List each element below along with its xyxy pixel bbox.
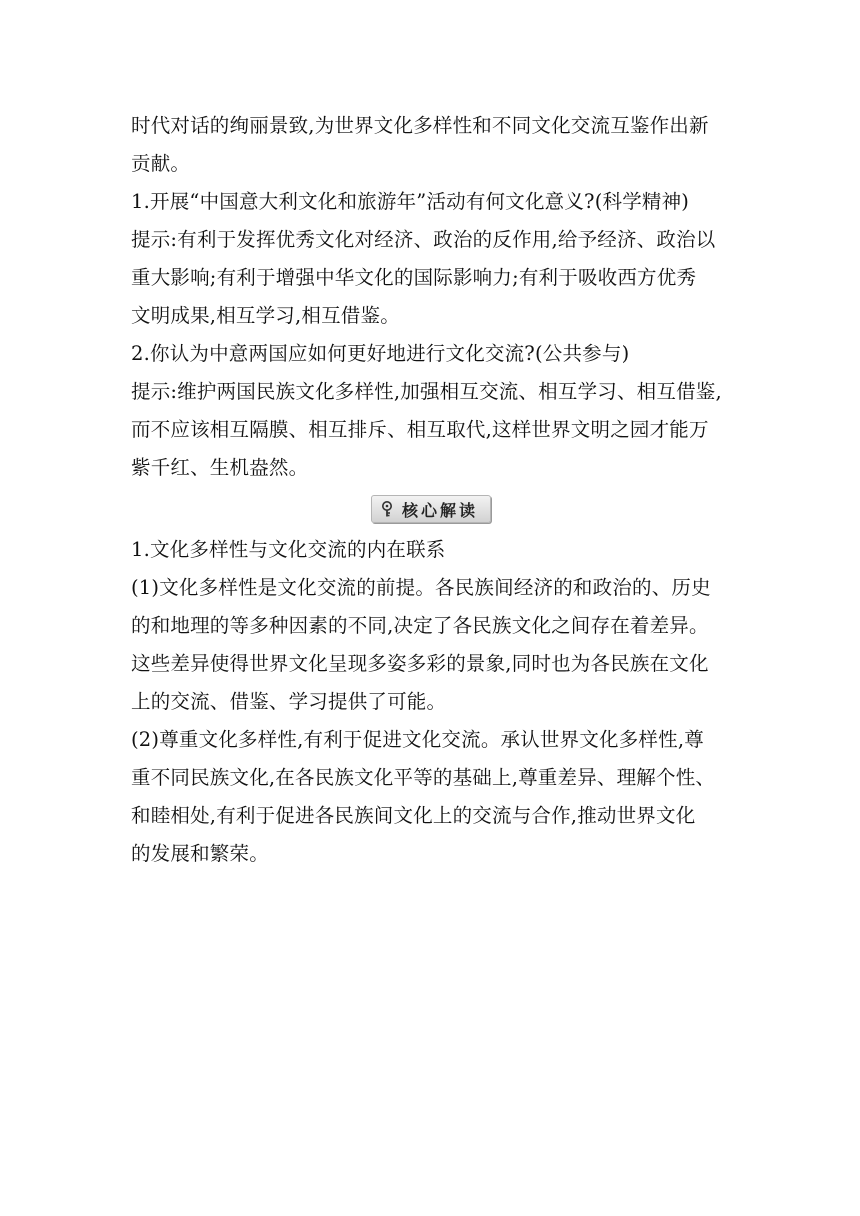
section-banner-label: 核心解读 <box>401 500 478 520</box>
question-2: 2.你认为中意两国应如何更好地进行文化交流?(公共参与) <box>131 342 630 365</box>
core-line: 和睦相处,有利于促进各民族间文化上的交流与合作,推动世界文化 <box>131 804 696 827</box>
answer-1-line: 提示:有利于发挥优秀文化对经济、政治的反作用,给予经济、政治以 <box>131 228 716 251</box>
core-line: 的和地理的等多种因素的不同,决定了各民族文化之间存在着差异。 <box>131 614 709 637</box>
core-line: 重不同民族文化,在各民族文化平等的基础上,尊重差异、理解个性、 <box>131 766 716 789</box>
core-line: (2)尊重文化多样性,有利于促进文化交流。承认世界文化多样性,尊 <box>131 728 704 751</box>
document-page <box>131 107 731 873</box>
core-line: (1)文化多样性是文化交流的前提。各民族间经济的和政治的、历史 <box>131 576 711 599</box>
answer-2-line: 提示:维护两国民族文化多样性,加强相互交流、相互学习、相互借鉴, <box>131 380 722 403</box>
section-banner <box>371 495 491 523</box>
key-icon <box>378 500 396 518</box>
intro-line: 时代对话的绚丽景致,为世界文化多样性和不同文化交流互鉴作出新 <box>131 114 709 137</box>
section-banner-row <box>131 487 731 531</box>
core-heading: 1.文化多样性与文化交流的内在联系 <box>131 538 446 561</box>
answer-2-line: 而不应该相互隔膜、相互排斥、相互取代,这样世界文明之园才能万 <box>131 418 709 441</box>
intro-line: 贡献。 <box>131 152 191 175</box>
core-line: 上的交流、借鉴、学习提供了可能。 <box>131 690 447 713</box>
core-line: 的发展和繁荣。 <box>131 842 269 865</box>
answer-1-line: 重大影响;有利于增强中华文化的国际影响力;有利于吸收西方优秀 <box>131 266 697 289</box>
answer-1-line: 文明成果,相互学习,相互借鉴。 <box>131 304 400 327</box>
question-1: 1.开展“中国意大利文化和旅游年”活动有何文化意义?(科学精神) <box>131 190 690 213</box>
core-line: 这些差异使得世界文化呈现多姿多彩的景象,同时也为各民族在文化 <box>131 652 709 675</box>
answer-2-line: 紫千红、生机盎然。 <box>131 456 309 479</box>
